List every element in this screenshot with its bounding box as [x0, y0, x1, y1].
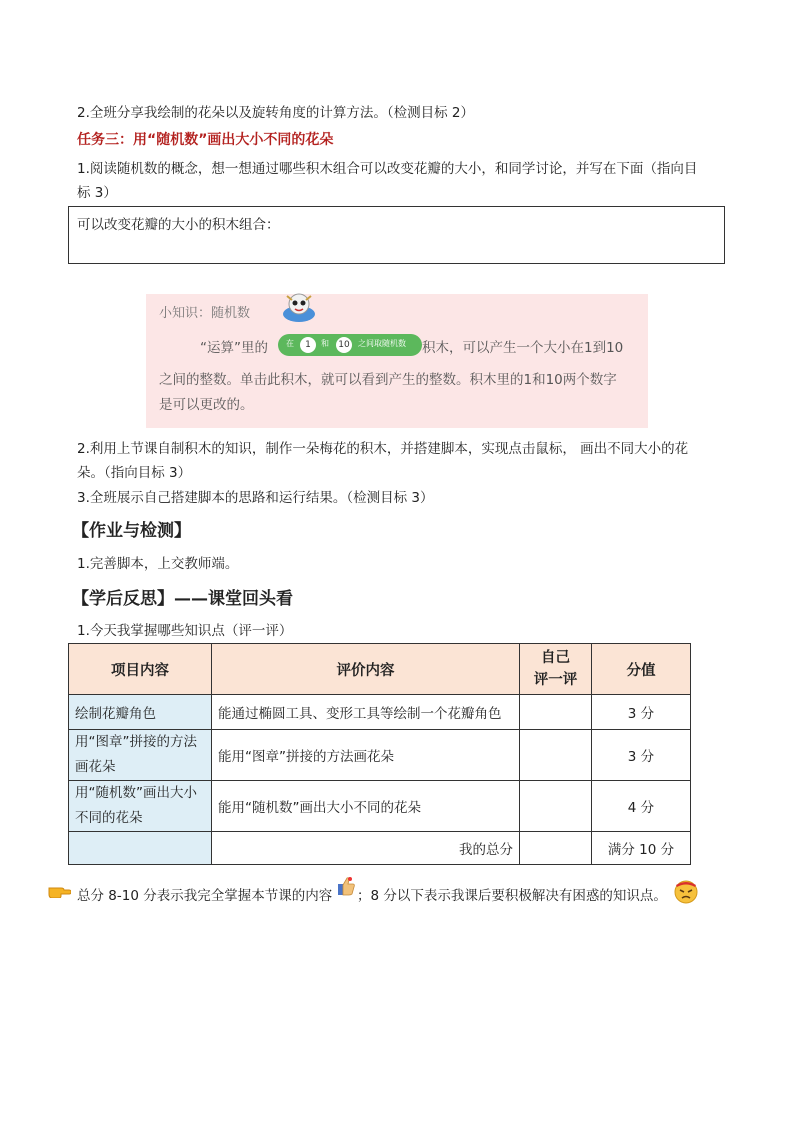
self-score-cell[interactable] [520, 695, 592, 730]
block-word: 和 [321, 339, 329, 348]
note-text: 总分 8-10 分表示我完全掌握本节课的内容 [77, 888, 333, 904]
header-cell: 分值 [592, 644, 691, 695]
item-cell [69, 832, 212, 865]
section-heading: 【作业与检测】 [72, 521, 191, 541]
header-cell: 项目内容 [69, 644, 212, 695]
block-word: 之间取随机数 [358, 339, 406, 348]
text-line: 1.今天我掌握哪些知识点（评一评） [77, 623, 293, 639]
block-number-1[interactable]: 1 [300, 337, 316, 353]
angry-face-icon [673, 878, 699, 904]
thumbs-up-icon [337, 876, 355, 896]
item-cell: 绘制花瓣角色 [69, 695, 212, 730]
table-row [69, 730, 691, 781]
tip-text: “运算”里的 [200, 340, 268, 356]
tip-text: 之间的整数。单击此积木，就可以看到产生的整数。积木里的1和10两个数字 [159, 372, 617, 388]
task-heading: 任务三：用“随机数”画出大小不同的花朵 [77, 132, 334, 148]
text-line: 1.完善脚本，上交教师端。 [77, 556, 239, 572]
block-word: 在 [286, 339, 294, 348]
item-cell: 用“图章”拼接的方法画花朵 [69, 730, 212, 781]
table-row [69, 781, 691, 832]
tip-text: 积木，可以产生一个大小在1到10 [422, 340, 624, 356]
table-total-row [69, 832, 691, 865]
criteria-cell: 能通过椭圆工具、变形工具等绘制一个花瓣角色 [212, 695, 520, 730]
tip-title: 小知识：随机数 [159, 306, 251, 321]
evaluation-table [68, 643, 691, 865]
header-cell: 评价内容 [212, 644, 520, 695]
block-number-2[interactable]: 10 [336, 337, 352, 353]
section-heading: 【学后反思】——课堂回头看 [72, 589, 293, 609]
answer-box[interactable] [68, 206, 725, 264]
text-line: 2.利用上节课自制积木的知识，制作一朵梅花的积木，并搭建脚本，实现点击鼠标， 画出不同大小的花 [77, 441, 689, 457]
text-line: 2.全班分享我绘制的花朵以及旋转角度的计算方法。（检测目标 2） [77, 105, 475, 121]
header-cell: 自己 评一评 [520, 644, 592, 695]
table-row [69, 695, 691, 730]
total-score-cell: 满分 10 分 [592, 832, 691, 865]
criteria-cell: 能用“随机数”画出大小不同的花朵 [212, 781, 520, 832]
note-text: ；8 分以下表示我课后要积极解决有困惑的知识点。 [357, 888, 667, 904]
text-line: 标 3） [77, 185, 117, 201]
item-cell: 用“随机数”画出大小不同的花朵 [69, 781, 212, 832]
total-label-cell: 我的总分 [212, 832, 520, 865]
text-line: 1.阅读随机数的概念，想一想通过哪些积木组合可以改变花瓣的大小，和同学讨论，并写在下面（指向目 [77, 161, 698, 177]
score-cell: 3 分 [592, 730, 691, 781]
tip-text: 是可以更改的。 [159, 397, 254, 413]
self-score-cell[interactable] [520, 781, 592, 832]
total-self-score-cell[interactable] [520, 832, 592, 865]
pointing-hand-icon [47, 882, 71, 898]
self-score-cell[interactable] [520, 730, 592, 781]
random-block[interactable] [278, 334, 422, 356]
criteria-cell: 能用“图章”拼接的方法画花朵 [212, 730, 520, 781]
scoring-note [47, 876, 747, 906]
mascot-icon [279, 290, 319, 324]
knowledge-tip [146, 294, 648, 428]
score-cell: 3 分 [592, 695, 691, 730]
answer-box-label: 可以改变花瓣的大小的积木组合： [77, 217, 280, 233]
text-line: 朵。（指向目标 3） [77, 465, 192, 481]
score-cell: 4 分 [592, 781, 691, 832]
table-header-row [69, 644, 691, 695]
text-line: 3.全班展示自己搭建脚本的思路和运行结果。（检测目标 3） [77, 490, 434, 506]
